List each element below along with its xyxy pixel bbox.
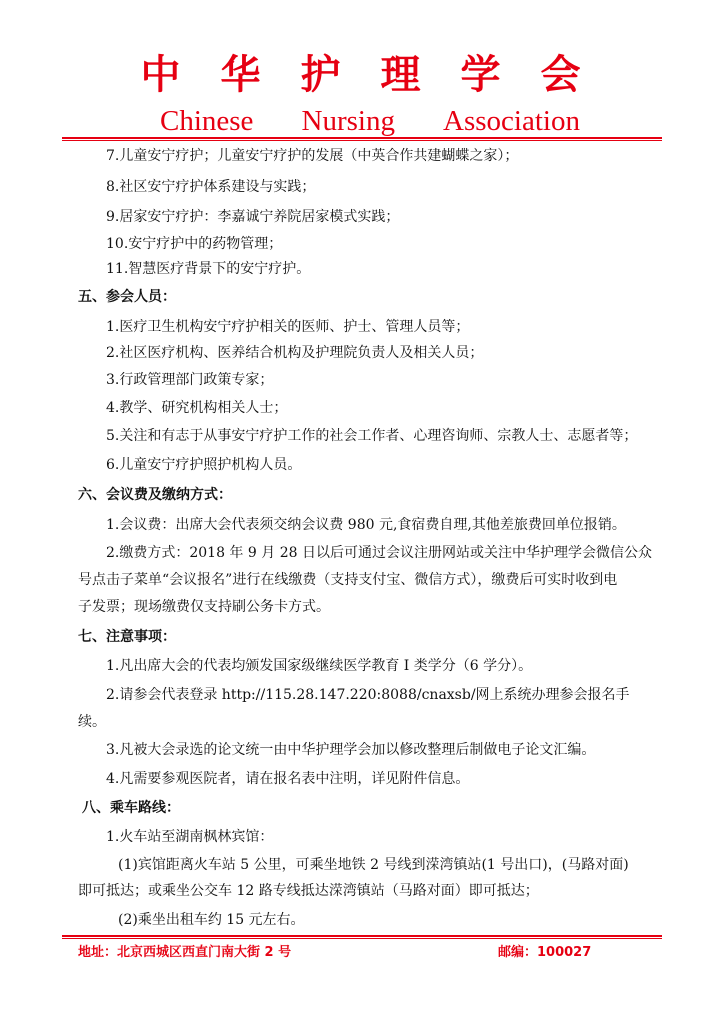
body-line: (1)宾馆距离火车站 5 公里，可乘坐地铁 2 号线到溁湾镇站(1 号出口)，(马路对面) [118,857,629,873]
body-line: 1.会议费：出席大会代表须交纳会议费 980 元,食宿费自理,其他差旅费回单位报销。 [106,517,626,533]
letterhead-word: Chinese [160,105,254,137]
body-line: 7.儿童安宁疗护；儿童安宁疗护的发展（中英合作共建蝴蝶之家）； [106,148,519,164]
body-line: 2.社区医疗机构、医养结合机构及护理院负责人及相关人员； [106,345,484,361]
section-heading: 六、会议费及缴纳方式： [78,487,232,503]
body-line: 号点击子菜单“会议报名”进行在线缴费（支持支付宝、微信方式），缴费后可实时收到电 [78,572,618,588]
body-line: 3.行政管理部门政策专家； [106,372,274,388]
letterhead-word: Nursing [301,105,395,137]
body-line: 5.关注和有志于从事安宁疗护工作的社会工作者、心理咨询师、宗教人士、志愿者等； [106,428,638,444]
body-line: 1.凡出席大会的代表均颁发国家级继续医学教育 I 类学分（6 学分）。 [106,658,533,674]
footer-rule [62,935,662,937]
body-line: 子发票；现场缴费仅支持刷公务卡方式。 [78,599,330,615]
letterhead-name-cn: 中华护理学会 [140,52,621,98]
letterhead-name-en [160,105,580,137]
header-rule [62,137,662,139]
body-line: 8.社区安宁疗护体系建设与实践； [106,179,316,195]
body-line: 4.凡需要参观医院者，请在报名表中注明，详见附件信息。 [106,771,470,787]
body-line: 2.请参会代表登录 http://115.28.147.220:8088/cnaxsb/网上系统办理参会报名手 [106,687,630,703]
body-line: 1.火车站至湖南枫林宾馆： [106,829,274,845]
body-line: 4.教学、研究机构相关人士； [106,400,288,416]
body-line: 9.居家安宁疗护：李嘉诚宁养院居家模式实践； [106,209,400,225]
letterhead-word: Association [443,105,580,137]
header-rule-thin [62,140,662,141]
body-line: (2)乘坐出租车约 15 元左右。 [118,912,305,928]
body-line: 10.安宁疗护中的药物管理； [106,236,283,252]
body-line: 续。 [78,714,106,730]
section-heading: 七、注意事项： [78,629,176,645]
section-heading: 五、参会人员： [78,289,176,305]
body-line: 2.缴费方式：2018 年 9 月 28 日以后可通过会议注册网站或关注中华护理学会微信公众 [106,545,652,561]
footer-postcode: 邮编：100027 [498,945,592,960]
body-line: 1.医疗卫生机构安宁疗护相关的医师、护士、管理人员等； [106,319,470,335]
footer-address: 地址：北京西城区西直门南大街 2 号 [78,945,292,960]
body-line: 11.智慧医疗背景下的安宁疗护。 [106,261,311,277]
section-heading: 八、乘车路线： [82,800,180,816]
footer-rule-thin [62,938,662,939]
body-line: 3.凡被大会录选的论文统一由中华护理学会加以修改整理后制做电子论文汇编。 [106,742,596,758]
body-line: 6.儿童安宁疗护照护机构人员。 [106,457,302,473]
body-line: 即可抵达；或乘坐公交车 12 路专线抵达溁湾镇站（马路对面）即可抵达； [78,883,539,899]
